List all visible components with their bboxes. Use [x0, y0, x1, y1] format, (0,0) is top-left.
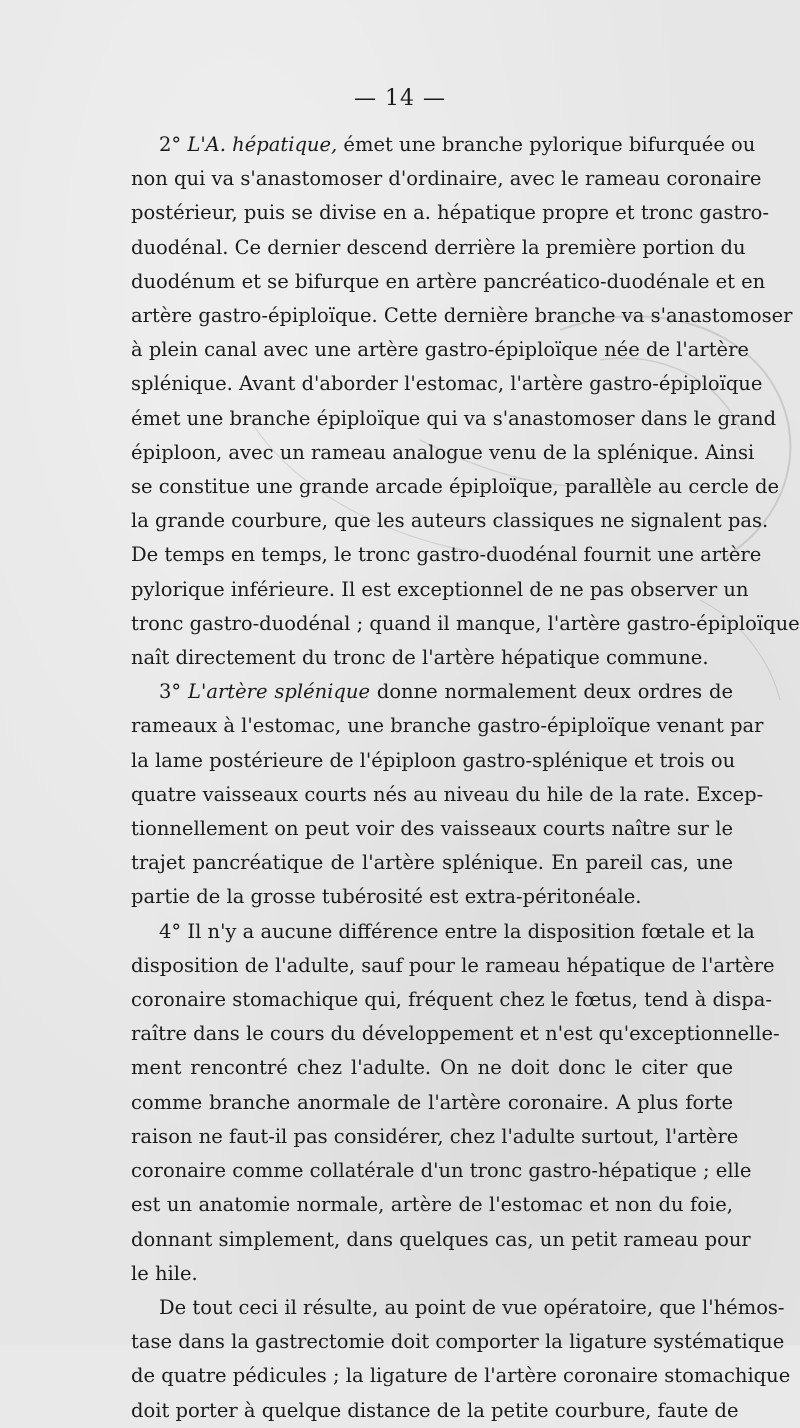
text-line: raître dans le cours du développement et n'est qu'exceptionnelle- [131, 1022, 780, 1046]
text-line: la grande courbure, que les auteurs classiques ne signalent pas. [131, 509, 769, 533]
page-number: — 14 — [354, 86, 446, 111]
item-heading: L'artère splénique [188, 680, 370, 704]
text-line: quatre vaisseaux courts nés au niveau du hile de la rate. Excep- [131, 782, 764, 806]
line-text: Il n'y a aucune différence entre la disposition fœtale et la [181, 919, 755, 943]
text-line: raison ne faut-il pas considérer, chez l'adulte surtout, l'artère [131, 1124, 739, 1148]
text-line: tronc gastro-duodénal ; quand il manque, l'artère gastro-épiploïque [131, 611, 800, 635]
paragraph-2 [131, 128, 800, 675]
text-line: splénique. Avant d'aborder l'estomac, l'artère gastro-épiploïque [131, 372, 763, 396]
paragraph-conclusion [131, 1291, 791, 1428]
text-line: naît directement du tronc de l'artère hépatique commune. [131, 646, 709, 670]
text-line: rameaux à l'estomac, une branche gastro-épiploïque venant par [131, 714, 764, 738]
text-line: comme branche anormale de l'artère coronaire. A plus forte [131, 1090, 733, 1114]
text-line: pylorique inférieure. Il est exceptionnel de ne pas observer un [131, 577, 749, 601]
item-heading: L'A. hépatique, [187, 133, 338, 156]
text-line: partie de la grosse tubérosité est extra-péritonéale. [131, 885, 642, 909]
text-line: épiploon, avec un rameau analogue venu de la splénique. Ainsi [131, 440, 755, 464]
text-line: duodénum et se bifurque en artère pancréatico-duodénale et en [131, 269, 766, 293]
text-line: De tout ceci il résulte, au point de vue opératoire, que l'hémos- [159, 1295, 785, 1319]
text-line: la lame postérieure de l'épiploon gastro-splénique et trois ou [131, 748, 736, 772]
text-line: De temps en temps, le tronc gastro-duodénal fournit une artère [131, 543, 762, 567]
body-text [131, 128, 800, 1428]
line-text: émet une branche pylorique bifurquée ou [337, 133, 756, 156]
paragraph-4 [131, 915, 780, 1291]
text-line: tionnellement on peut voir des vaisseaux courts naître sur le [131, 817, 733, 841]
text-line: doit porter à quelque distance de la petite courbure, faute de [131, 1398, 739, 1422]
text-line [131, 675, 733, 709]
text-line: artère gastro-épiploïque. Cette dernière branche va s'anastomoser [131, 304, 793, 328]
text-line: coronaire stomachique qui, fréquent chez le fœtus, tend à dispa- [131, 988, 772, 1012]
text-line: donnant simplement, dans quelques cas, un petit rameau pour [131, 1227, 751, 1251]
text-line: duodénal. Ce dernier descend derrière la première portion du [131, 235, 746, 259]
line-text: donne normalement deux ordres de [370, 680, 734, 704]
text-line: coronaire comme collatérale d'un tronc gastro-hépatique ; elle [131, 1159, 752, 1183]
text-line: ment rencontré chez l'adulte. On ne doit donc le citer que [131, 1056, 733, 1080]
text-line [131, 128, 756, 162]
text-line: à plein canal avec une artère gastro-épiploïque née de l'artère [131, 338, 749, 362]
text-line: se constitue une grande arcade épiploïque, parallèle au cercle de [131, 475, 780, 499]
text-line: tase dans la gastrectomie doit comporter la ligature systématique [131, 1330, 785, 1354]
text-line: de quatre pédicules ; la ligature de l'artère coronaire stomachique [131, 1364, 791, 1388]
paragraph-3 [131, 675, 764, 914]
text-line [131, 915, 755, 949]
item-number: 4° [159, 919, 182, 943]
text-line: est un anatomie normale, artère de l'estomac et non du foie, [131, 1193, 733, 1217]
text-line: disposition de l'adulte, sauf pour le rameau hépatique de l'artère [131, 953, 775, 977]
text-line: trajet pancréatique de l'artère splénique. En pareil cas, une [131, 851, 733, 875]
item-number: 3° [159, 680, 182, 704]
text-line: non qui va s'anastomoser d'ordinaire, avec le rameau coronaire [131, 167, 762, 191]
text-line: postérieur, puis se divise en a. hépatique propre et tronc gastro- [131, 201, 770, 225]
text-line: le hile. [131, 1261, 198, 1285]
item-number: 2° [159, 133, 182, 156]
text-line: émet une branche épiploïque qui va s'anastomoser dans le grand [131, 406, 777, 430]
